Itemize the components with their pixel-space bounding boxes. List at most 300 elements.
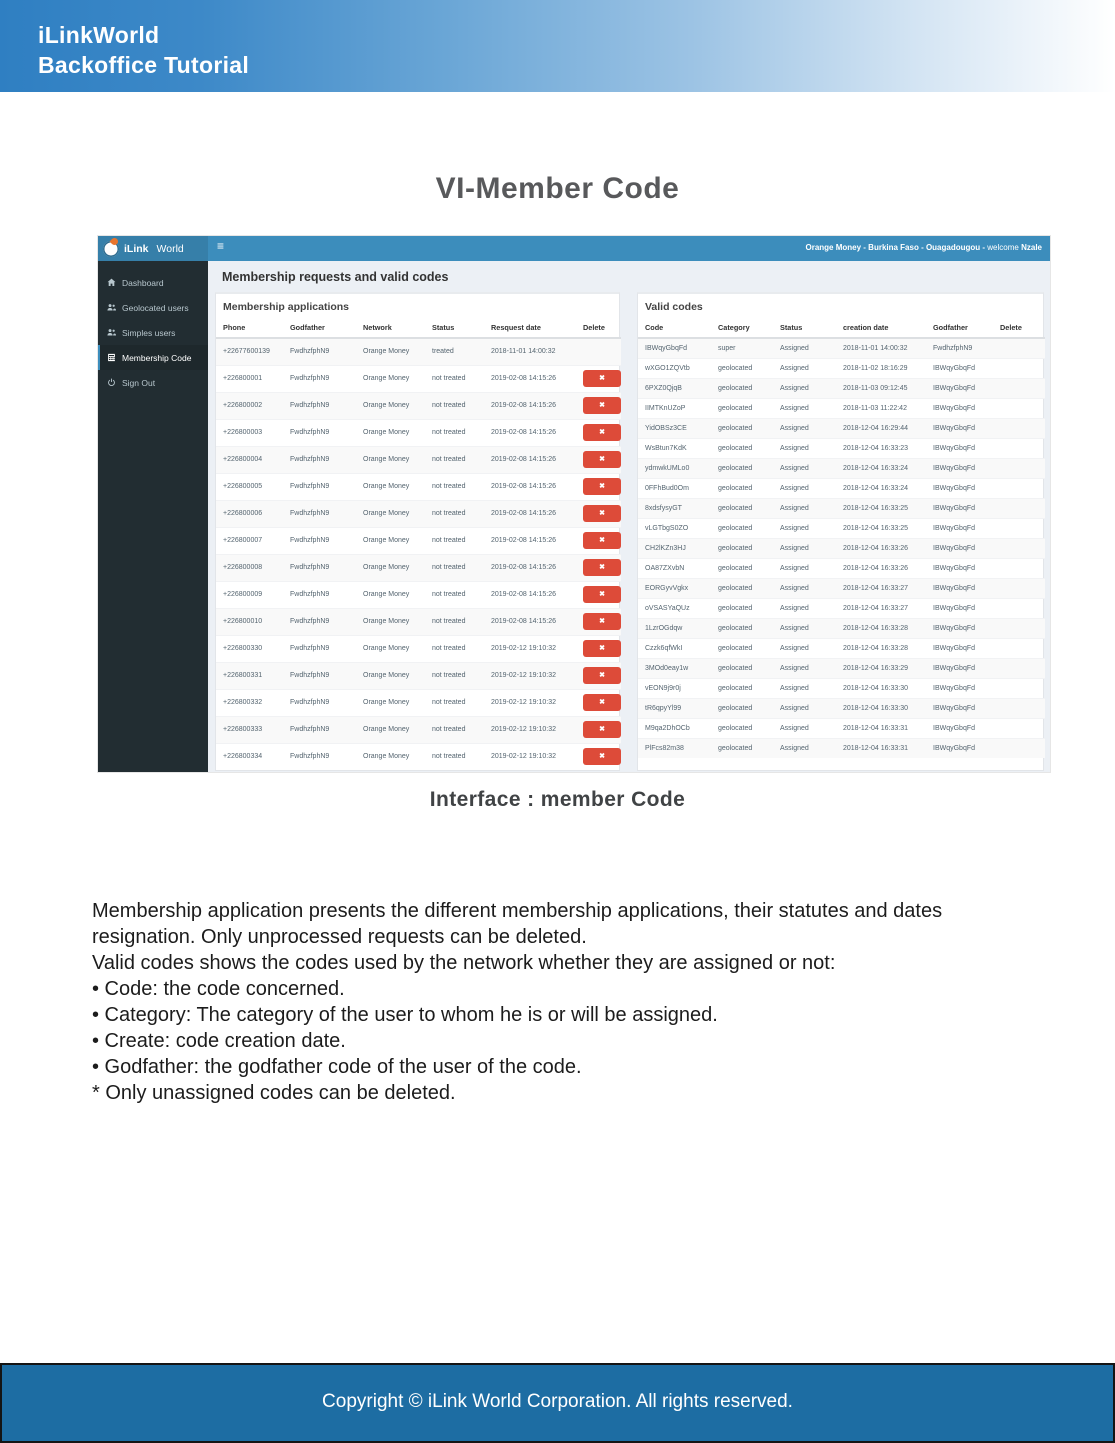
page-title: VI-Member Code bbox=[435, 172, 680, 205]
status-cell: not treated bbox=[428, 419, 487, 446]
delete-button[interactable]: ✖ bbox=[583, 694, 621, 711]
creation-date-cell: 2018-12-04 16:33:29 bbox=[839, 658, 929, 678]
category-cell: geolocated bbox=[714, 578, 776, 598]
application-row bbox=[216, 581, 621, 608]
delete-cell bbox=[579, 608, 621, 635]
delete-cell bbox=[996, 678, 1045, 698]
godfather-cell: FwdhzfphN9 bbox=[286, 689, 359, 716]
godfather-cell: FwdhzfphN9 bbox=[286, 392, 359, 419]
delete-cell bbox=[996, 498, 1045, 518]
doc-header-line2: Backoffice Tutorial bbox=[38, 52, 250, 78]
applications-panel-title: Membership applications bbox=[223, 301, 350, 313]
godfather-cell: IBWqyGbqFd bbox=[929, 598, 996, 618]
phone-cell: +226800003 bbox=[216, 419, 286, 446]
code-cell: M9qa2DhOCb bbox=[638, 718, 714, 738]
content-heading: Membership requests and valid codes bbox=[222, 270, 449, 284]
network-cell: Orange Money bbox=[359, 743, 428, 770]
godfather-cell: FwdhzfphN9 bbox=[286, 365, 359, 392]
godfather-cell: IBWqyGbqFd bbox=[929, 638, 996, 658]
creation-date-cell: 2018-12-04 16:33:28 bbox=[839, 618, 929, 638]
creation-date-cell: 2018-12-04 16:33:31 bbox=[839, 738, 929, 758]
code-cell: vEON9j9r0j bbox=[638, 678, 714, 698]
code-cell: YidOBSz3CE bbox=[638, 418, 714, 438]
request-date-cell: 2019-02-08 14:15:26 bbox=[487, 500, 579, 527]
network-cell: Orange Money bbox=[359, 473, 428, 500]
status-cell: Assigned bbox=[776, 578, 839, 598]
category-cell: geolocated bbox=[714, 438, 776, 458]
creation-date-cell: 2018-12-04 16:33:30 bbox=[839, 678, 929, 698]
delete-button[interactable]: ✖ bbox=[583, 532, 621, 549]
request-date-cell: 2019-02-08 14:15:26 bbox=[487, 608, 579, 635]
delete-cell bbox=[996, 538, 1045, 558]
delete-cell bbox=[996, 658, 1045, 678]
application-row bbox=[216, 446, 621, 473]
delete-cell bbox=[579, 743, 621, 770]
network-cell: Orange Money bbox=[359, 635, 428, 662]
status-cell: Assigned bbox=[776, 518, 839, 538]
phone-cell: +226800332 bbox=[216, 689, 286, 716]
sidebar-item-simples-users[interactable] bbox=[98, 320, 208, 345]
delete-button[interactable]: ✖ bbox=[583, 640, 621, 657]
delete-button[interactable]: ✖ bbox=[583, 370, 621, 387]
delete-cell bbox=[579, 689, 621, 716]
creation-date-cell: 2018-11-01 14:00:32 bbox=[839, 338, 929, 358]
network-cell: Orange Money bbox=[359, 527, 428, 554]
delete-cell bbox=[579, 662, 621, 689]
status-cell: not treated bbox=[428, 635, 487, 662]
application-row bbox=[216, 500, 621, 527]
request-date-cell: 2019-02-08 14:15:26 bbox=[487, 473, 579, 500]
application-row bbox=[216, 554, 621, 581]
application-row bbox=[216, 689, 621, 716]
application-row bbox=[216, 473, 621, 500]
creation-date-cell: 2018-12-04 16:33:30 bbox=[839, 698, 929, 718]
delete-button[interactable]: ✖ bbox=[583, 424, 621, 441]
application-row bbox=[216, 392, 621, 419]
valid-code-row bbox=[638, 358, 1045, 378]
godfather-cell: IBWqyGbqFd bbox=[929, 678, 996, 698]
valid-code-row bbox=[638, 578, 1045, 598]
category-cell: geolocated bbox=[714, 458, 776, 478]
valid-code-row bbox=[638, 618, 1045, 638]
category-cell: geolocated bbox=[714, 478, 776, 498]
godfather-cell: FwdhzfphN9 bbox=[286, 338, 359, 365]
request-date-cell: 2019-02-08 14:15:26 bbox=[487, 581, 579, 608]
description-line: Valid codes shows the codes used by the network whether they are assigned or not: bbox=[92, 952, 836, 974]
column-header: Resquest date bbox=[487, 318, 579, 338]
membership-applications-panel bbox=[215, 292, 620, 771]
creation-date-cell: 2018-12-04 16:33:24 bbox=[839, 458, 929, 478]
status-cell: Assigned bbox=[776, 638, 839, 658]
code-cell: 1LzrOGdqw bbox=[638, 618, 714, 638]
network-cell: Orange Money bbox=[359, 689, 428, 716]
screenshot-caption: Interface : member Code bbox=[429, 788, 686, 811]
document-footer bbox=[0, 1363, 1115, 1443]
status-cell: Assigned bbox=[776, 558, 839, 578]
delete-button[interactable]: ✖ bbox=[583, 721, 621, 738]
application-row bbox=[216, 635, 621, 662]
column-header: Delete bbox=[579, 318, 621, 338]
column-header: Phone bbox=[216, 318, 286, 338]
category-cell: geolocated bbox=[714, 658, 776, 678]
delete-button[interactable]: ✖ bbox=[583, 748, 621, 765]
valid-code-row bbox=[638, 658, 1045, 678]
delete-cell bbox=[579, 635, 621, 662]
status-cell: Assigned bbox=[776, 678, 839, 698]
status-cell: Assigned bbox=[776, 378, 839, 398]
status-cell: not treated bbox=[428, 473, 487, 500]
description bbox=[92, 898, 1052, 1106]
valid-code-row bbox=[638, 678, 1045, 698]
valid-codes-table bbox=[638, 318, 1045, 758]
delete-cell bbox=[579, 473, 621, 500]
request-date-cell: 2019-02-08 14:15:26 bbox=[487, 365, 579, 392]
valid-code-row bbox=[638, 498, 1045, 518]
application-row bbox=[216, 743, 621, 770]
phone-cell: +226800006 bbox=[216, 500, 286, 527]
delete-cell bbox=[996, 718, 1045, 738]
valid-code-row bbox=[638, 458, 1045, 478]
sidebar-item-geolocated-users[interactable] bbox=[98, 295, 208, 320]
column-header: Godfather bbox=[929, 318, 996, 338]
godfather-cell: IBWqyGbqFd bbox=[929, 358, 996, 378]
request-date-cell: 2019-02-12 19:10:32 bbox=[487, 689, 579, 716]
delete-cell bbox=[996, 458, 1045, 478]
network-cell: Orange Money bbox=[359, 338, 428, 365]
creation-date-cell: 2018-11-02 18:16:29 bbox=[839, 358, 929, 378]
request-date-cell: 2018-11-01 14:00:32 bbox=[487, 338, 579, 365]
delete-button[interactable]: ✖ bbox=[583, 559, 621, 576]
network-cell: Orange Money bbox=[359, 392, 428, 419]
network-cell: Orange Money bbox=[359, 662, 428, 689]
status-cell: not treated bbox=[428, 662, 487, 689]
valid-code-row bbox=[638, 598, 1045, 618]
panels-row bbox=[208, 292, 1050, 771]
creation-date-cell: 2018-12-04 16:33:23 bbox=[839, 438, 929, 458]
delete-cell bbox=[996, 418, 1045, 438]
category-cell: geolocated bbox=[714, 418, 776, 438]
description-line: * Only unassigned codes can be deleted. bbox=[92, 1082, 456, 1104]
network-cell: Orange Money bbox=[359, 716, 428, 743]
status-cell: Assigned bbox=[776, 738, 839, 758]
valid-code-row bbox=[638, 398, 1045, 418]
column-header: Delete bbox=[996, 318, 1045, 338]
sidebar-item-label: Dashboard bbox=[122, 277, 164, 288]
delete-cell bbox=[579, 527, 621, 554]
status-cell: Assigned bbox=[776, 418, 839, 438]
code-cell: vLGTbgS0ZO bbox=[638, 518, 714, 538]
ilink-logo-icon bbox=[103, 241, 119, 257]
delete-cell bbox=[579, 581, 621, 608]
column-header: Status bbox=[428, 318, 487, 338]
category-cell: geolocated bbox=[714, 378, 776, 398]
godfather-cell: FwdhzfphN9 bbox=[286, 716, 359, 743]
sidebar-item-label: Membership Code bbox=[122, 352, 192, 363]
godfather-cell: IBWqyGbqFd bbox=[929, 578, 996, 598]
code-cell: IIMTKnUZoP bbox=[638, 398, 714, 418]
app-screenshot bbox=[98, 236, 1050, 772]
godfather-cell: FwdhzfphN9 bbox=[286, 554, 359, 581]
application-row bbox=[216, 608, 621, 635]
users-icon bbox=[107, 328, 116, 337]
topbar-user-info: Orange Money - Burkina Faso - Ouagadougou - welcome Nzale bbox=[805, 243, 1042, 252]
category-cell: geolocated bbox=[714, 358, 776, 378]
creation-date-cell: 2018-12-04 16:29:44 bbox=[839, 418, 929, 438]
code-cell: EORGyvVgkx bbox=[638, 578, 714, 598]
godfather-cell: IBWqyGbqFd bbox=[929, 738, 996, 758]
code-cell: tR6qpyYl99 bbox=[638, 698, 714, 718]
delete-cell bbox=[996, 558, 1045, 578]
phone-cell: +226800008 bbox=[216, 554, 286, 581]
sidebar-item-label: Sign Out bbox=[122, 377, 156, 388]
status-cell: Assigned bbox=[776, 698, 839, 718]
category-cell: geolocated bbox=[714, 738, 776, 758]
valid-code-row bbox=[638, 338, 1045, 358]
column-header: Category bbox=[714, 318, 776, 338]
phone-cell: +226800004 bbox=[216, 446, 286, 473]
valid-code-row bbox=[638, 538, 1045, 558]
status-cell: Assigned bbox=[776, 398, 839, 418]
delete-cell bbox=[996, 358, 1045, 378]
application-row bbox=[216, 365, 621, 392]
code-cell: OA87ZXvbN bbox=[638, 558, 714, 578]
valid-codes-table-body bbox=[638, 338, 1045, 758]
delete-cell bbox=[996, 438, 1045, 458]
application-row bbox=[216, 662, 621, 689]
sidebar-item-sign-out[interactable] bbox=[98, 370, 208, 395]
category-cell: geolocated bbox=[714, 698, 776, 718]
topbar-welcome: welcome bbox=[987, 243, 1019, 252]
godfather-cell: FwdhzfphN9 bbox=[286, 662, 359, 689]
phone-cell: +226800010 bbox=[216, 608, 286, 635]
delete-cell bbox=[579, 554, 621, 581]
status-cell: Assigned bbox=[776, 338, 839, 358]
godfather-cell: FwdhzfphN9 bbox=[286, 446, 359, 473]
godfather-cell: IBWqyGbqFd bbox=[929, 458, 996, 478]
creation-date-cell: 2018-11-03 11:22:42 bbox=[839, 398, 929, 418]
request-date-cell: 2019-02-12 19:10:32 bbox=[487, 716, 579, 743]
copyright-text: Copyright © iLink World Corporation. All rights reserved. bbox=[322, 1391, 793, 1412]
valid-code-row bbox=[638, 438, 1045, 458]
main-content bbox=[208, 261, 1050, 772]
sidebar-item-dashboard[interactable] bbox=[98, 270, 208, 295]
godfather-cell: FwdhzfphN9 bbox=[929, 338, 996, 358]
status-cell: Assigned bbox=[776, 658, 839, 678]
network-cell: Orange Money bbox=[359, 608, 428, 635]
column-header: Godfather bbox=[286, 318, 359, 338]
godfather-cell: IBWqyGbqFd bbox=[929, 618, 996, 638]
delete-cell bbox=[996, 578, 1045, 598]
delete-cell bbox=[579, 338, 621, 365]
app-navbar bbox=[208, 236, 1050, 261]
valid-code-row bbox=[638, 418, 1045, 438]
network-cell: Orange Money bbox=[359, 500, 428, 527]
home-icon bbox=[107, 278, 116, 287]
code-cell: 3MOd0eay1w bbox=[638, 658, 714, 678]
applications-table-body bbox=[216, 338, 621, 770]
godfather-cell: IBWqyGbqFd bbox=[929, 698, 996, 718]
valid-codes-header-row bbox=[638, 318, 1045, 338]
creation-date-cell: 2018-12-04 16:33:25 bbox=[839, 518, 929, 538]
category-cell: super bbox=[714, 338, 776, 358]
application-row bbox=[216, 419, 621, 446]
category-cell: geolocated bbox=[714, 678, 776, 698]
code-cell: 6PXZ0QjqB bbox=[638, 378, 714, 398]
phone-cell: +226800331 bbox=[216, 662, 286, 689]
delete-cell bbox=[579, 716, 621, 743]
status-cell: not treated bbox=[428, 554, 487, 581]
valid-codes-panel bbox=[637, 292, 1044, 771]
status-cell: Assigned bbox=[776, 358, 839, 378]
status-cell: not treated bbox=[428, 608, 487, 635]
application-row bbox=[216, 716, 621, 743]
delete-cell bbox=[579, 365, 621, 392]
category-cell: geolocated bbox=[714, 638, 776, 658]
creation-date-cell: 2018-12-04 16:33:25 bbox=[839, 498, 929, 518]
code-cell: IBWqyGbqFd bbox=[638, 338, 714, 358]
godfather-cell: IBWqyGbqFd bbox=[929, 418, 996, 438]
status-cell: not treated bbox=[428, 581, 487, 608]
app-topbar bbox=[98, 236, 1050, 261]
applications-table bbox=[216, 318, 621, 770]
godfather-cell: IBWqyGbqFd bbox=[929, 398, 996, 418]
phone-cell: +226800005 bbox=[216, 473, 286, 500]
category-cell: geolocated bbox=[714, 498, 776, 518]
description-line: • Create: code creation date. bbox=[92, 1030, 346, 1052]
column-header: Status bbox=[776, 318, 839, 338]
valid-code-row bbox=[638, 478, 1045, 498]
network-cell: Orange Money bbox=[359, 419, 428, 446]
category-cell: geolocated bbox=[714, 538, 776, 558]
category-cell: geolocated bbox=[714, 598, 776, 618]
column-header: Network bbox=[359, 318, 428, 338]
delete-cell bbox=[579, 392, 621, 419]
code-cell: CH2lKZn3HJ bbox=[638, 538, 714, 558]
delete-button[interactable]: ✖ bbox=[583, 586, 621, 603]
doc-header-line1: iLinkWorld bbox=[38, 22, 160, 48]
godfather-cell: IBWqyGbqFd bbox=[929, 378, 996, 398]
description-line: Membership application presents the different membership applications, their statutes and dates bbox=[92, 900, 943, 922]
status-cell: treated bbox=[428, 338, 487, 365]
godfather-cell: IBWqyGbqFd bbox=[929, 438, 996, 458]
request-date-cell: 2019-02-08 14:15:26 bbox=[487, 527, 579, 554]
phone-cell: +226800002 bbox=[216, 392, 286, 419]
delete-button[interactable]: ✖ bbox=[583, 397, 621, 414]
creation-date-cell: 2018-12-04 16:33:26 bbox=[839, 558, 929, 578]
godfather-cell: FwdhzfphN9 bbox=[286, 743, 359, 770]
creation-date-cell: 2018-11-03 09:12:45 bbox=[839, 378, 929, 398]
phone-cell: +226800330 bbox=[216, 635, 286, 662]
topbar-username: Nzale bbox=[1021, 243, 1042, 252]
godfather-cell: FwdhzfphN9 bbox=[286, 527, 359, 554]
delete-cell bbox=[996, 478, 1045, 498]
valid-code-row bbox=[638, 378, 1045, 398]
network-cell: Orange Money bbox=[359, 581, 428, 608]
code-cell: WsBtun7KdK bbox=[638, 438, 714, 458]
delete-cell bbox=[996, 518, 1045, 538]
godfather-cell: IBWqyGbqFd bbox=[929, 658, 996, 678]
code-cell: oVSASYaQUz bbox=[638, 598, 714, 618]
valid-code-row bbox=[638, 638, 1045, 658]
valid-code-row bbox=[638, 738, 1045, 758]
delete-button[interactable]: ✖ bbox=[583, 451, 621, 468]
status-cell: Assigned bbox=[776, 498, 839, 518]
godfather-cell: IBWqyGbqFd bbox=[929, 718, 996, 738]
delete-cell bbox=[996, 338, 1045, 358]
brand-bold: iLink bbox=[124, 242, 149, 255]
valid-code-row bbox=[638, 558, 1045, 578]
godfather-cell: FwdhzfphN9 bbox=[286, 419, 359, 446]
delete-cell bbox=[579, 500, 621, 527]
creation-date-cell: 2018-12-04 16:33:26 bbox=[839, 538, 929, 558]
category-cell: geolocated bbox=[714, 718, 776, 738]
status-cell: Assigned bbox=[776, 718, 839, 738]
status-cell: not treated bbox=[428, 689, 487, 716]
delete-button[interactable]: ✖ bbox=[583, 478, 621, 495]
valid-codes-panel-title: Valid codes bbox=[645, 301, 703, 313]
topbar-location: Orange Money - Burkina Faso - Ouagadougou bbox=[805, 243, 981, 252]
application-row bbox=[216, 338, 621, 365]
status-cell: not treated bbox=[428, 446, 487, 473]
delete-cell bbox=[996, 378, 1045, 398]
network-cell: Orange Money bbox=[359, 446, 428, 473]
status-cell: Assigned bbox=[776, 478, 839, 498]
network-cell: Orange Money bbox=[359, 554, 428, 581]
power-icon bbox=[107, 378, 116, 387]
description-line: resignation. Only unprocessed requests can be deleted. bbox=[92, 926, 587, 948]
menu-toggle-icon[interactable]: ≡ bbox=[217, 239, 225, 253]
brand-light: World bbox=[156, 242, 184, 255]
delete-cell bbox=[579, 446, 621, 473]
network-cell: Orange Money bbox=[359, 365, 428, 392]
phone-cell: +226800007 bbox=[216, 527, 286, 554]
sidebar-item-membership-code[interactable] bbox=[98, 345, 208, 370]
status-cell: not treated bbox=[428, 527, 487, 554]
delete-cell bbox=[996, 398, 1045, 418]
request-date-cell: 2019-02-12 19:10:32 bbox=[487, 743, 579, 770]
phone-cell: +226800333 bbox=[216, 716, 286, 743]
category-cell: geolocated bbox=[714, 618, 776, 638]
delete-button[interactable]: ✖ bbox=[583, 505, 621, 522]
request-date-cell: 2019-02-08 14:15:26 bbox=[487, 554, 579, 581]
request-date-cell: 2019-02-08 14:15:26 bbox=[487, 446, 579, 473]
code-cell: 0FFhBud0Om bbox=[638, 478, 714, 498]
app-brand[interactable] bbox=[98, 236, 208, 261]
users-icon bbox=[107, 303, 116, 312]
application-row bbox=[216, 527, 621, 554]
status-cell: not treated bbox=[428, 716, 487, 743]
code-cell: ydmwkUMLo0 bbox=[638, 458, 714, 478]
request-date-cell: 2019-02-12 19:10:32 bbox=[487, 635, 579, 662]
delete-button[interactable]: ✖ bbox=[583, 613, 621, 630]
godfather-cell: IBWqyGbqFd bbox=[929, 518, 996, 538]
request-date-cell: 2019-02-08 14:15:26 bbox=[487, 392, 579, 419]
godfather-cell: FwdhzfphN9 bbox=[286, 473, 359, 500]
status-cell: Assigned bbox=[776, 598, 839, 618]
column-header: Code bbox=[638, 318, 714, 338]
godfather-cell: FwdhzfphN9 bbox=[286, 500, 359, 527]
delete-button[interactable]: ✖ bbox=[583, 667, 621, 684]
godfather-cell: FwdhzfphN9 bbox=[286, 581, 359, 608]
valid-code-row bbox=[638, 698, 1045, 718]
delete-cell bbox=[579, 419, 621, 446]
description-line: • Category: The category of the user to whom he is or will be assigned. bbox=[92, 1004, 718, 1026]
phone-cell: +226800334 bbox=[216, 743, 286, 770]
delete-cell bbox=[996, 598, 1045, 618]
category-cell: geolocated bbox=[714, 558, 776, 578]
godfather-cell: FwdhzfphN9 bbox=[286, 608, 359, 635]
godfather-cell: IBWqyGbqFd bbox=[929, 478, 996, 498]
